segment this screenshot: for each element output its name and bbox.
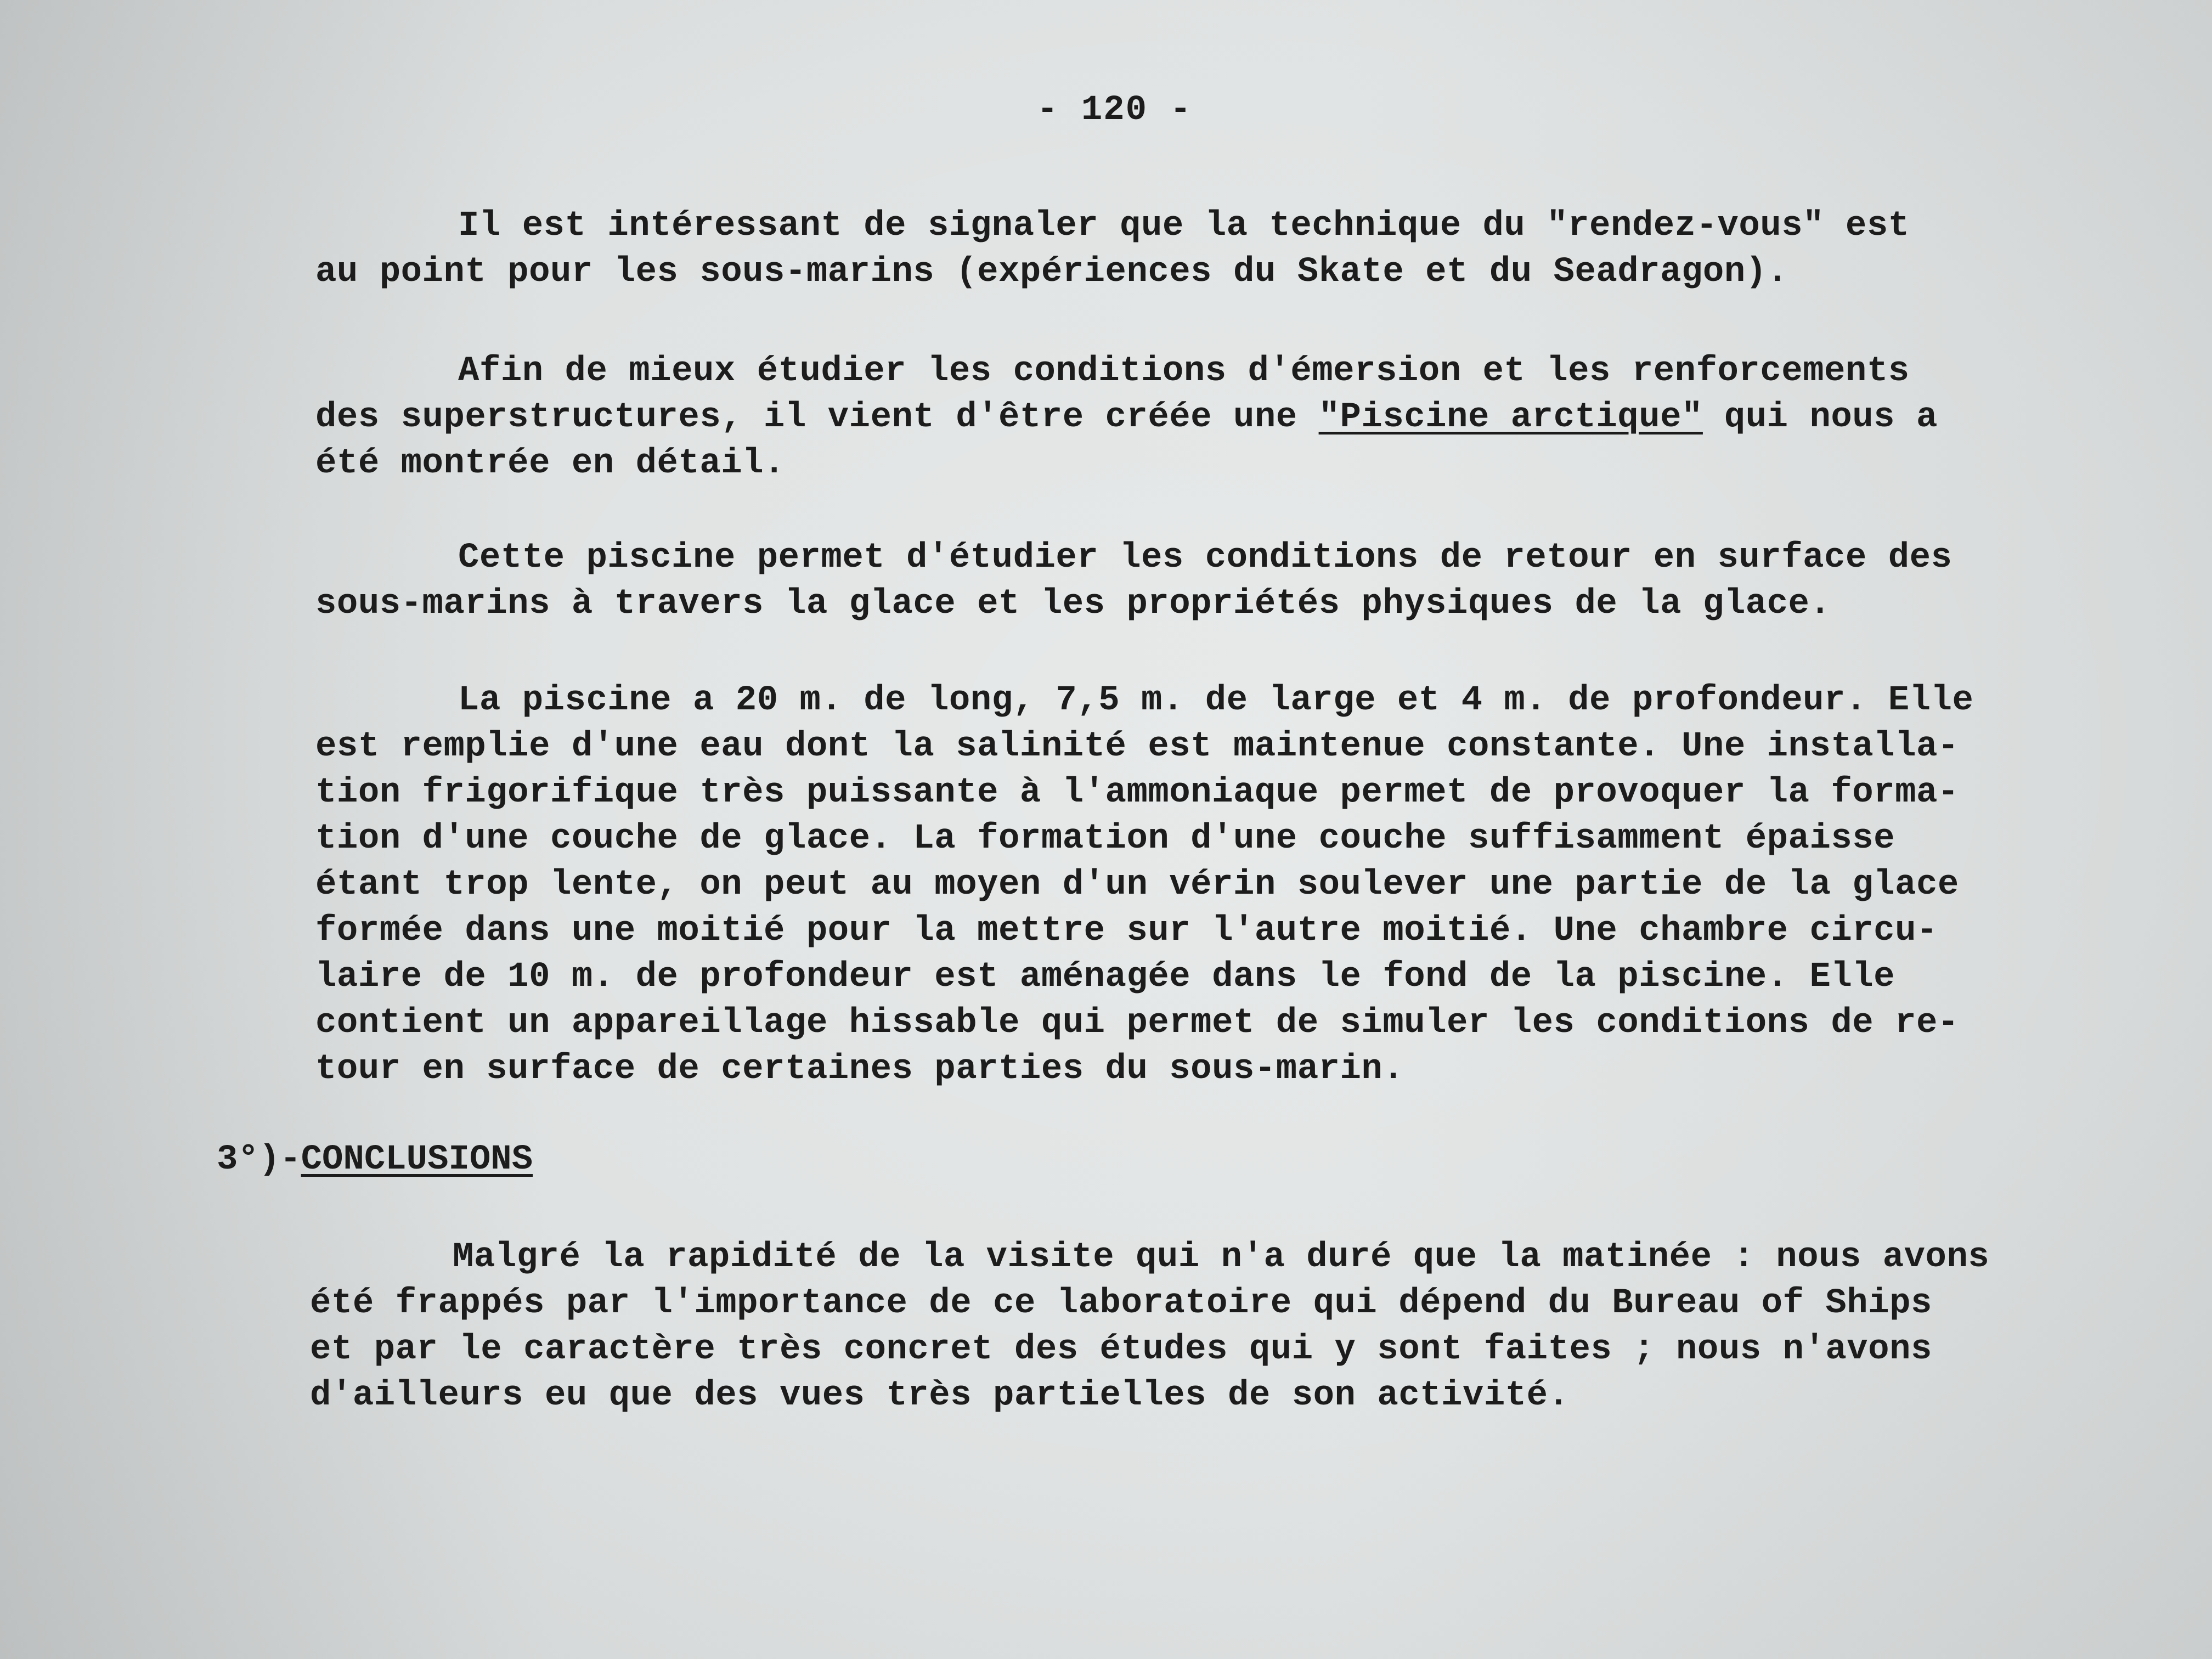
text-line: laire de 10 m. de profondeur est aménagée dans le fond de la piscine. Elle <box>315 957 1895 997</box>
page-number: - 120 - <box>1037 91 1192 130</box>
section-heading <box>217 1140 533 1180</box>
section-title: CONCLUSIONS <box>301 1140 533 1180</box>
paragraph-conclusions <box>310 1234 2175 1419</box>
paragraph-dimensions-piscine <box>315 678 2142 1092</box>
section-number: 3°)- <box>217 1140 301 1180</box>
text-line: Malgré la rapidité de la visite qui n'a duré que la matinée : nous avons <box>453 1238 1990 1277</box>
text-line: tour en surface de certaines parties du sous-marin. <box>315 1049 1404 1089</box>
text-line: Il est intéressant de signaler que la technique du "rendez-vous" est <box>458 206 1910 246</box>
text-line: sous-marins à travers la glace et les propriétés physiques de la glace. <box>315 584 1831 624</box>
text-line: et par le caractère très concret des études qui y sont faites ; nous n'avons <box>310 1330 1932 1369</box>
text-line: étant trop lente, on peut au moyen d'un vérin soulever une partie de la glace <box>315 865 1959 905</box>
text-segment: qui nous a <box>1702 398 1938 437</box>
text-line: La piscine a 20 m. de long, 7,5 m. de large et 4 m. de profondeur. Elle <box>458 681 1974 720</box>
text-line: est remplie d'une eau dont la salinité est maintenue constante. Une installa- <box>315 727 1959 766</box>
text-line: Cette piscine permet d'étudier les conditions de retour en surface des <box>458 538 1953 578</box>
text-line: été montrée en détail. <box>315 444 785 483</box>
text-line: au point pour les sous-marins (expériences du Skate et du Seadragon). <box>315 252 1788 292</box>
text-line <box>315 394 2142 441</box>
text-line: contient un appareillage hissable qui permet de simuler les conditions de re- <box>315 1003 1959 1043</box>
text-line: été frappés par l'importance de ce laboratoire qui dépend du Bureau of Ships <box>310 1284 1932 1323</box>
text-line: formée dans une moitié pour la mettre sur l'autre moitié. Une chambre circu- <box>315 911 1938 951</box>
text-line: tion frigorifique très puissante à l'ammoniaque permet de provoquer la forma- <box>315 773 1959 812</box>
paragraph-piscine-arctique <box>315 348 2142 487</box>
underlined-term: "Piscine arctique" <box>1318 398 1703 437</box>
paragraph-rendez-vous <box>315 203 2142 295</box>
text-segment: des superstructures, il vient d'être créée une <box>315 398 1319 437</box>
text-line: d'ailleurs eu que des vues très partielles de son activité. <box>310 1376 1570 1415</box>
text-line: tion d'une couche de glace. La formation d'une couche suffisamment épaisse <box>315 819 1895 859</box>
paragraph-retour-surface <box>315 535 2142 627</box>
text-line: Afin de mieux étudier les conditions d'émersion et les renforcements <box>458 352 1910 391</box>
